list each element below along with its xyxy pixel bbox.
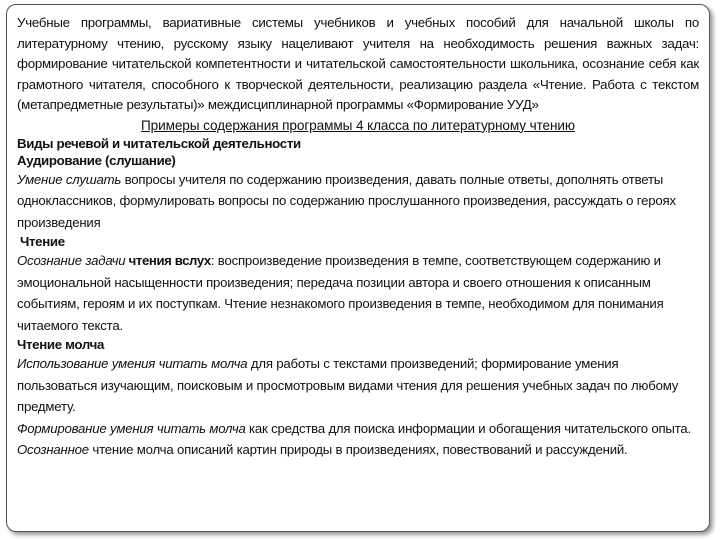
- silent-1-text: для работы с текстами произведений; формирование умения пользоваться изучающим, поисковым и просмотровым видами чтения для решения учебных задач по любому предмету.: [17, 356, 679, 414]
- reading-strong: чтения вслух: [125, 253, 211, 268]
- reading-text: : воспроизведение произведения в темпе, соответствующем содержанию и эмоциональной насыщенности произведения; передача позиции автора и своего отношения к описанным событиям, героям и их поступкам. Чтение незнакомого произведения в темпе, необходимом для понимания читаемого текста.: [17, 253, 664, 333]
- silent-paragraph-2: [17, 418, 699, 440]
- slide-frame: [6, 4, 710, 532]
- silent-paragraph-3: [17, 439, 699, 461]
- reading-emphasis: Осознание задачи: [17, 253, 126, 268]
- reading-paragraph: [17, 250, 699, 336]
- heading-activities: Виды речевой и читательской деятельности: [17, 135, 301, 151]
- listening-paragraph: [17, 169, 699, 234]
- silent-1-emphasis: Использование умения читать молча: [17, 356, 248, 371]
- heading-silent-reading: Чтение молча: [17, 337, 105, 352]
- section-title: Примеры содержания программы 4 класса по литературному чтению: [140, 117, 576, 133]
- intro-paragraph: Учебные программы, вариативные системы учебников и учебных пособий для начальной школы по литературному чтению, русскому языку нацеливают учителя на необходимость решения важных задач: формирование читательской компетентности и читательской самостоятельности школьника, осознание себя как грамотного читателя, способного к творческой деятельности, реализацию раздела «Чтение. Работа с текстом (метапредметные результаты)» междисциплинарной программы «Формирование УУД»: [17, 15, 699, 112]
- heading-listening: Аудирование (слушание): [17, 152, 176, 168]
- listening-text: вопросы учителя по содержанию произведения, давать полные ответы, дополнять ответы одноклассников, формулировать вопросы по содержанию прослушанного произведения, рассуждать о героях произведения: [17, 171, 676, 230]
- silent-paragraph-1: [17, 353, 699, 418]
- heading-reading: Чтение: [20, 234, 65, 249]
- listening-emphasis: Умение слушать: [17, 171, 122, 187]
- silent-2-text: как средства для поиска информации и обогащения читательского опыта.: [245, 420, 691, 436]
- silent-3-text: чтение молча описаний картин природы в произведениях, повествований и рассуждений.: [88, 442, 628, 457]
- silent-3-emphasis: Осознанное: [17, 442, 89, 457]
- silent-2-emphasis: Формирование умения читать молча: [17, 420, 246, 436]
